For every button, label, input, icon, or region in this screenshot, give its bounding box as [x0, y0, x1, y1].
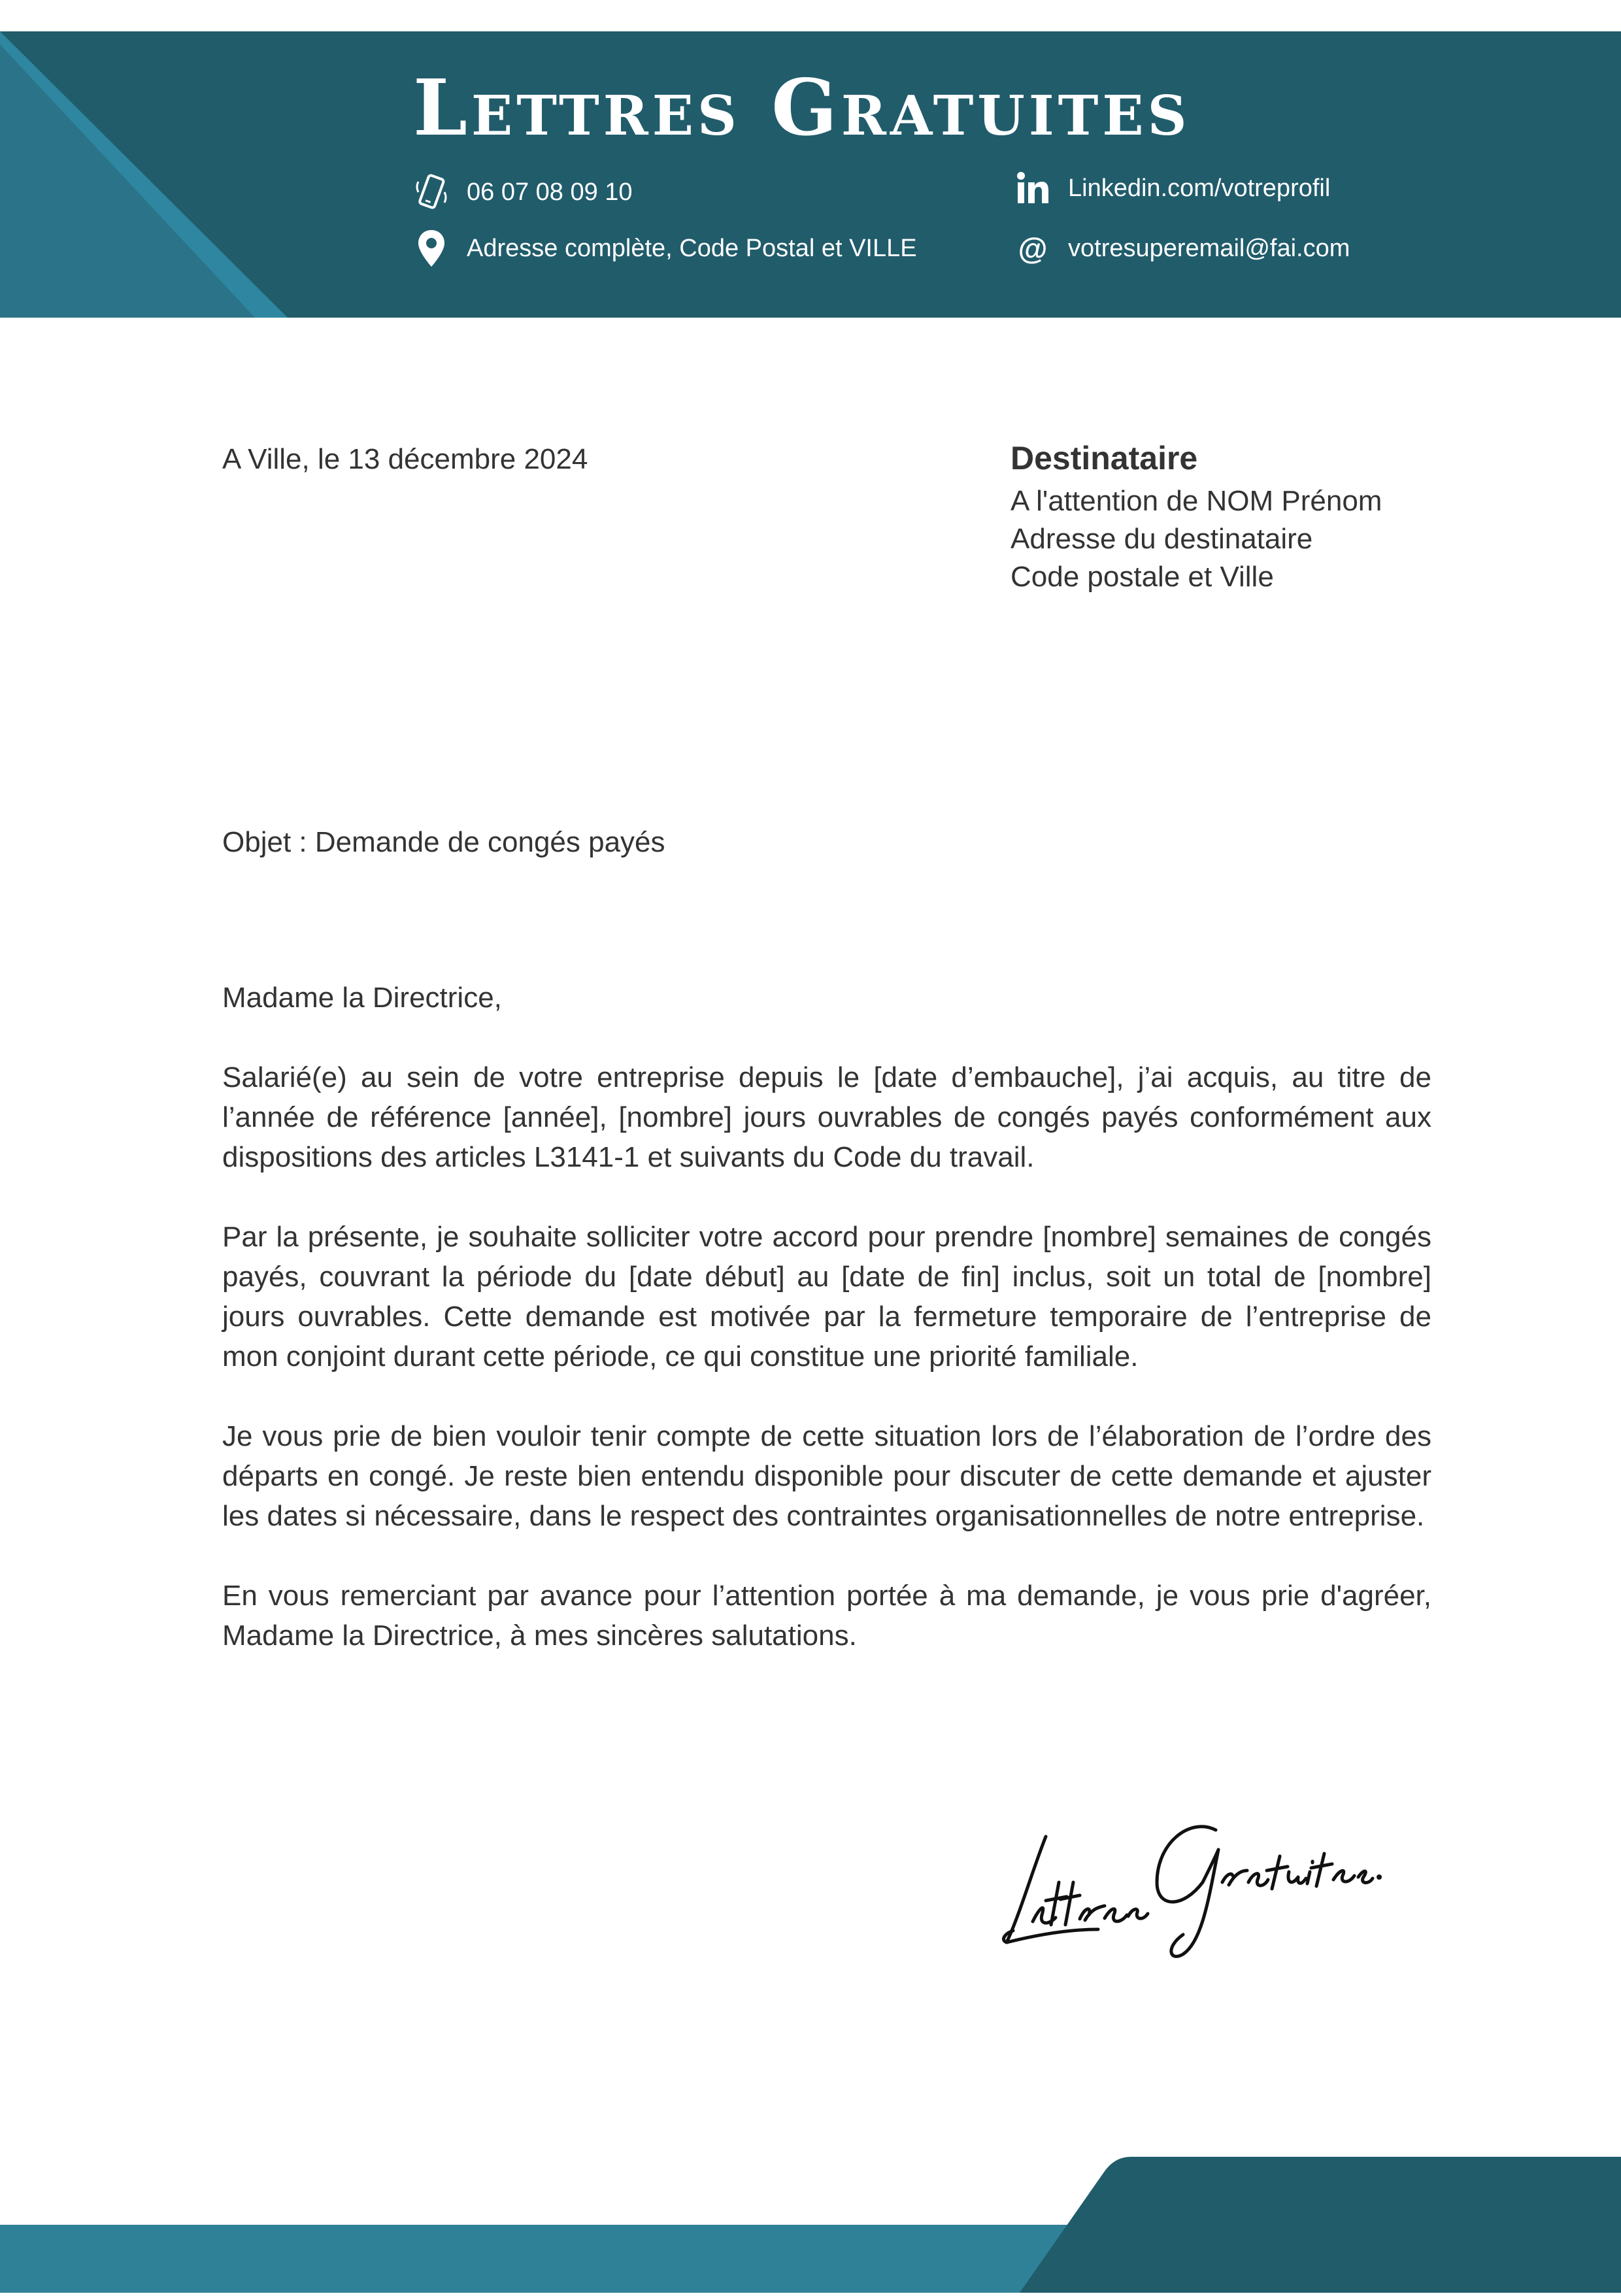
email-address: votresuperemail@fai.com	[1068, 234, 1350, 262]
salutation: Madame la Directrice,	[222, 982, 502, 1014]
paragraph-2: Par la présente, je souhaite solliciter votre accord pour prendre [nombre] semaines de congés payés, couvrant la période du [date début] au [date de fin] inclus, soit un total de [nombre] jours ouvrables. Cette demande est motivée par la fermeture temporaire de l’entreprise de mon conjoint durant cette période, ce qui constitue une priorité familiale.	[222, 1221, 1431, 1373]
contact-linkedin	[1013, 169, 1330, 208]
letterhead	[0, 31, 1621, 318]
recipient-block	[1011, 437, 1468, 596]
location-pin-icon	[412, 229, 451, 268]
address-text: Adresse complète, Code Postal et VILLE	[467, 234, 917, 262]
brand-name: Lettres Gratuites	[413, 62, 1191, 153]
phone-number: 06 07 08 09 10	[467, 178, 633, 206]
recipient-title: Destinataire	[1011, 440, 1198, 476]
letter-subject: Objet : Demande de congés payés	[222, 826, 665, 858]
paragraph-4: En vous remerciant par avance pour l’attention portée à ma demande, je vous prie d'agréer, Madame la Directrice, à mes sincères salutations.	[222, 1580, 1431, 1652]
place-date: A Ville, le 13 décembre 2024	[222, 443, 588, 475]
linkedin-icon	[1013, 169, 1052, 208]
recipient-postal-city: Code postale et Ville	[1011, 561, 1274, 593]
contact-email	[1013, 229, 1350, 268]
contact-address	[412, 229, 917, 268]
footer-decoration	[0, 2157, 1621, 2293]
letter-body	[222, 978, 1431, 1695]
handwritten-signature	[994, 1791, 1386, 1961]
paragraph-1: Salarié(e) au sein de votre entreprise depuis le [date d’embauche], j’ai acquis, au titre de l’année de référence [année], [nombre] jours ouvrables de congés payés conformément aux dispositions des articles L3141-1 et suivants du Code du travail.	[222, 1061, 1431, 1173]
phone-icon	[412, 173, 451, 212]
contact-phone	[412, 173, 633, 212]
recipient-address: Adresse du destinataire	[1011, 523, 1313, 555]
at-sign-icon: @	[1018, 231, 1048, 265]
linkedin-url: Linkedin.com/votreprofil	[1068, 174, 1331, 202]
paragraph-3: Je vous prie de bien vouloir tenir compte de cette situation lors de l’élaboration de l’ordre des départs en congé. Je reste bien entendu disponible pour discuter de cette demande et ajuster les dates si nécessaire, dans le respect des contraintes organisationnelles de notre entreprise.	[222, 1420, 1431, 1532]
recipient-attention: A l'attention de NOM Prénom	[1011, 485, 1382, 517]
